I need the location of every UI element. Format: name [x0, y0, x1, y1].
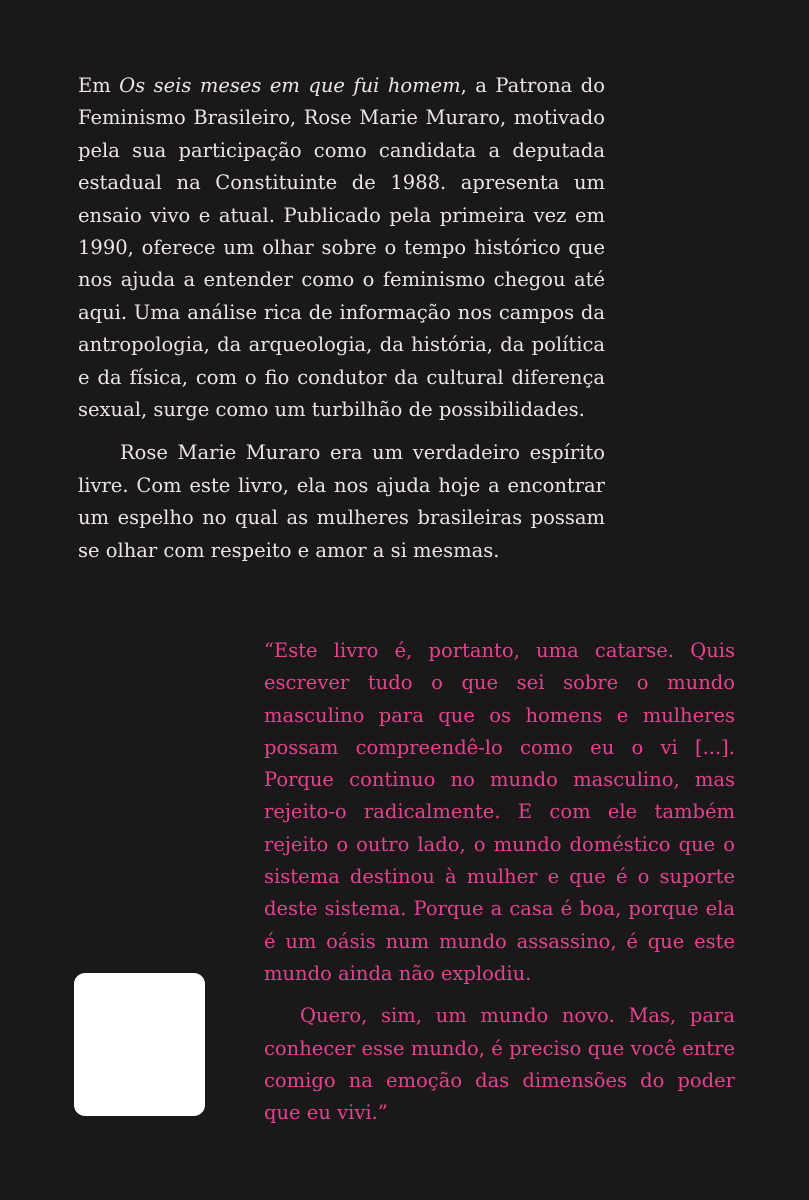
synopsis-body: , a Patrona do Feminismo Brasileiro, Rose Marie Muraro, motivado pela sua participação como candidata a deputada estadual na Constituinte de 1988. apresenta um ensaio vivo e atual. Publicado pela primeira vez em 1990, oferece um olhar sobre o tempo histórico que nos ajuda a entender como o feminismo chegou até aqui. Uma análise rica de informação nos campos da antropologia, da arqueologia, da história, da política e da física, com o fio condutor da cultural diferença sexual, surge como um turbilhão de possibilidades.	[78, 74, 605, 422]
synopsis-paragraph-2: Rose Marie Muraro era um verdadeiro espírito livre. Com este livro, ela nos ajuda hoje a encontrar um espelho no qual as mulheres brasileiras possam se olhar com respeito e amor a si mesmas.	[78, 441, 605, 562]
synopsis-text	[78, 70, 605, 567]
quote-paragraph-1: “Este livro é, portanto, uma catarse. Quis escrever tudo o que sei sobre o mundo masculino para que os homens e mulheres possam compreendê-lo como eu o vi [...]. Porque continuo no mundo masculino, mas rejeito-o radicalmente. E com ele também rejeito o outro lado, o mundo doméstico que o sistema destinou à mulher e que é o suporte deste sistema. Porque a casa é boa, porque ela é um oásis num mundo assassino, é que este mundo ainda não explodiu.	[264, 639, 735, 985]
barcode-placeholder	[74, 973, 205, 1116]
book-title: Os seis meses em que fui homem	[119, 74, 461, 97]
quote-paragraph-2: Quero, sim, um mundo novo. Mas, para conhecer esse mundo, é preciso que você entre comigo na emoção das dimensões do poder que eu vivi.”	[264, 1004, 735, 1125]
synopsis-paragraph-1	[78, 70, 605, 426]
synopsis-intro: Em	[78, 74, 120, 97]
author-quote	[264, 635, 735, 1129]
